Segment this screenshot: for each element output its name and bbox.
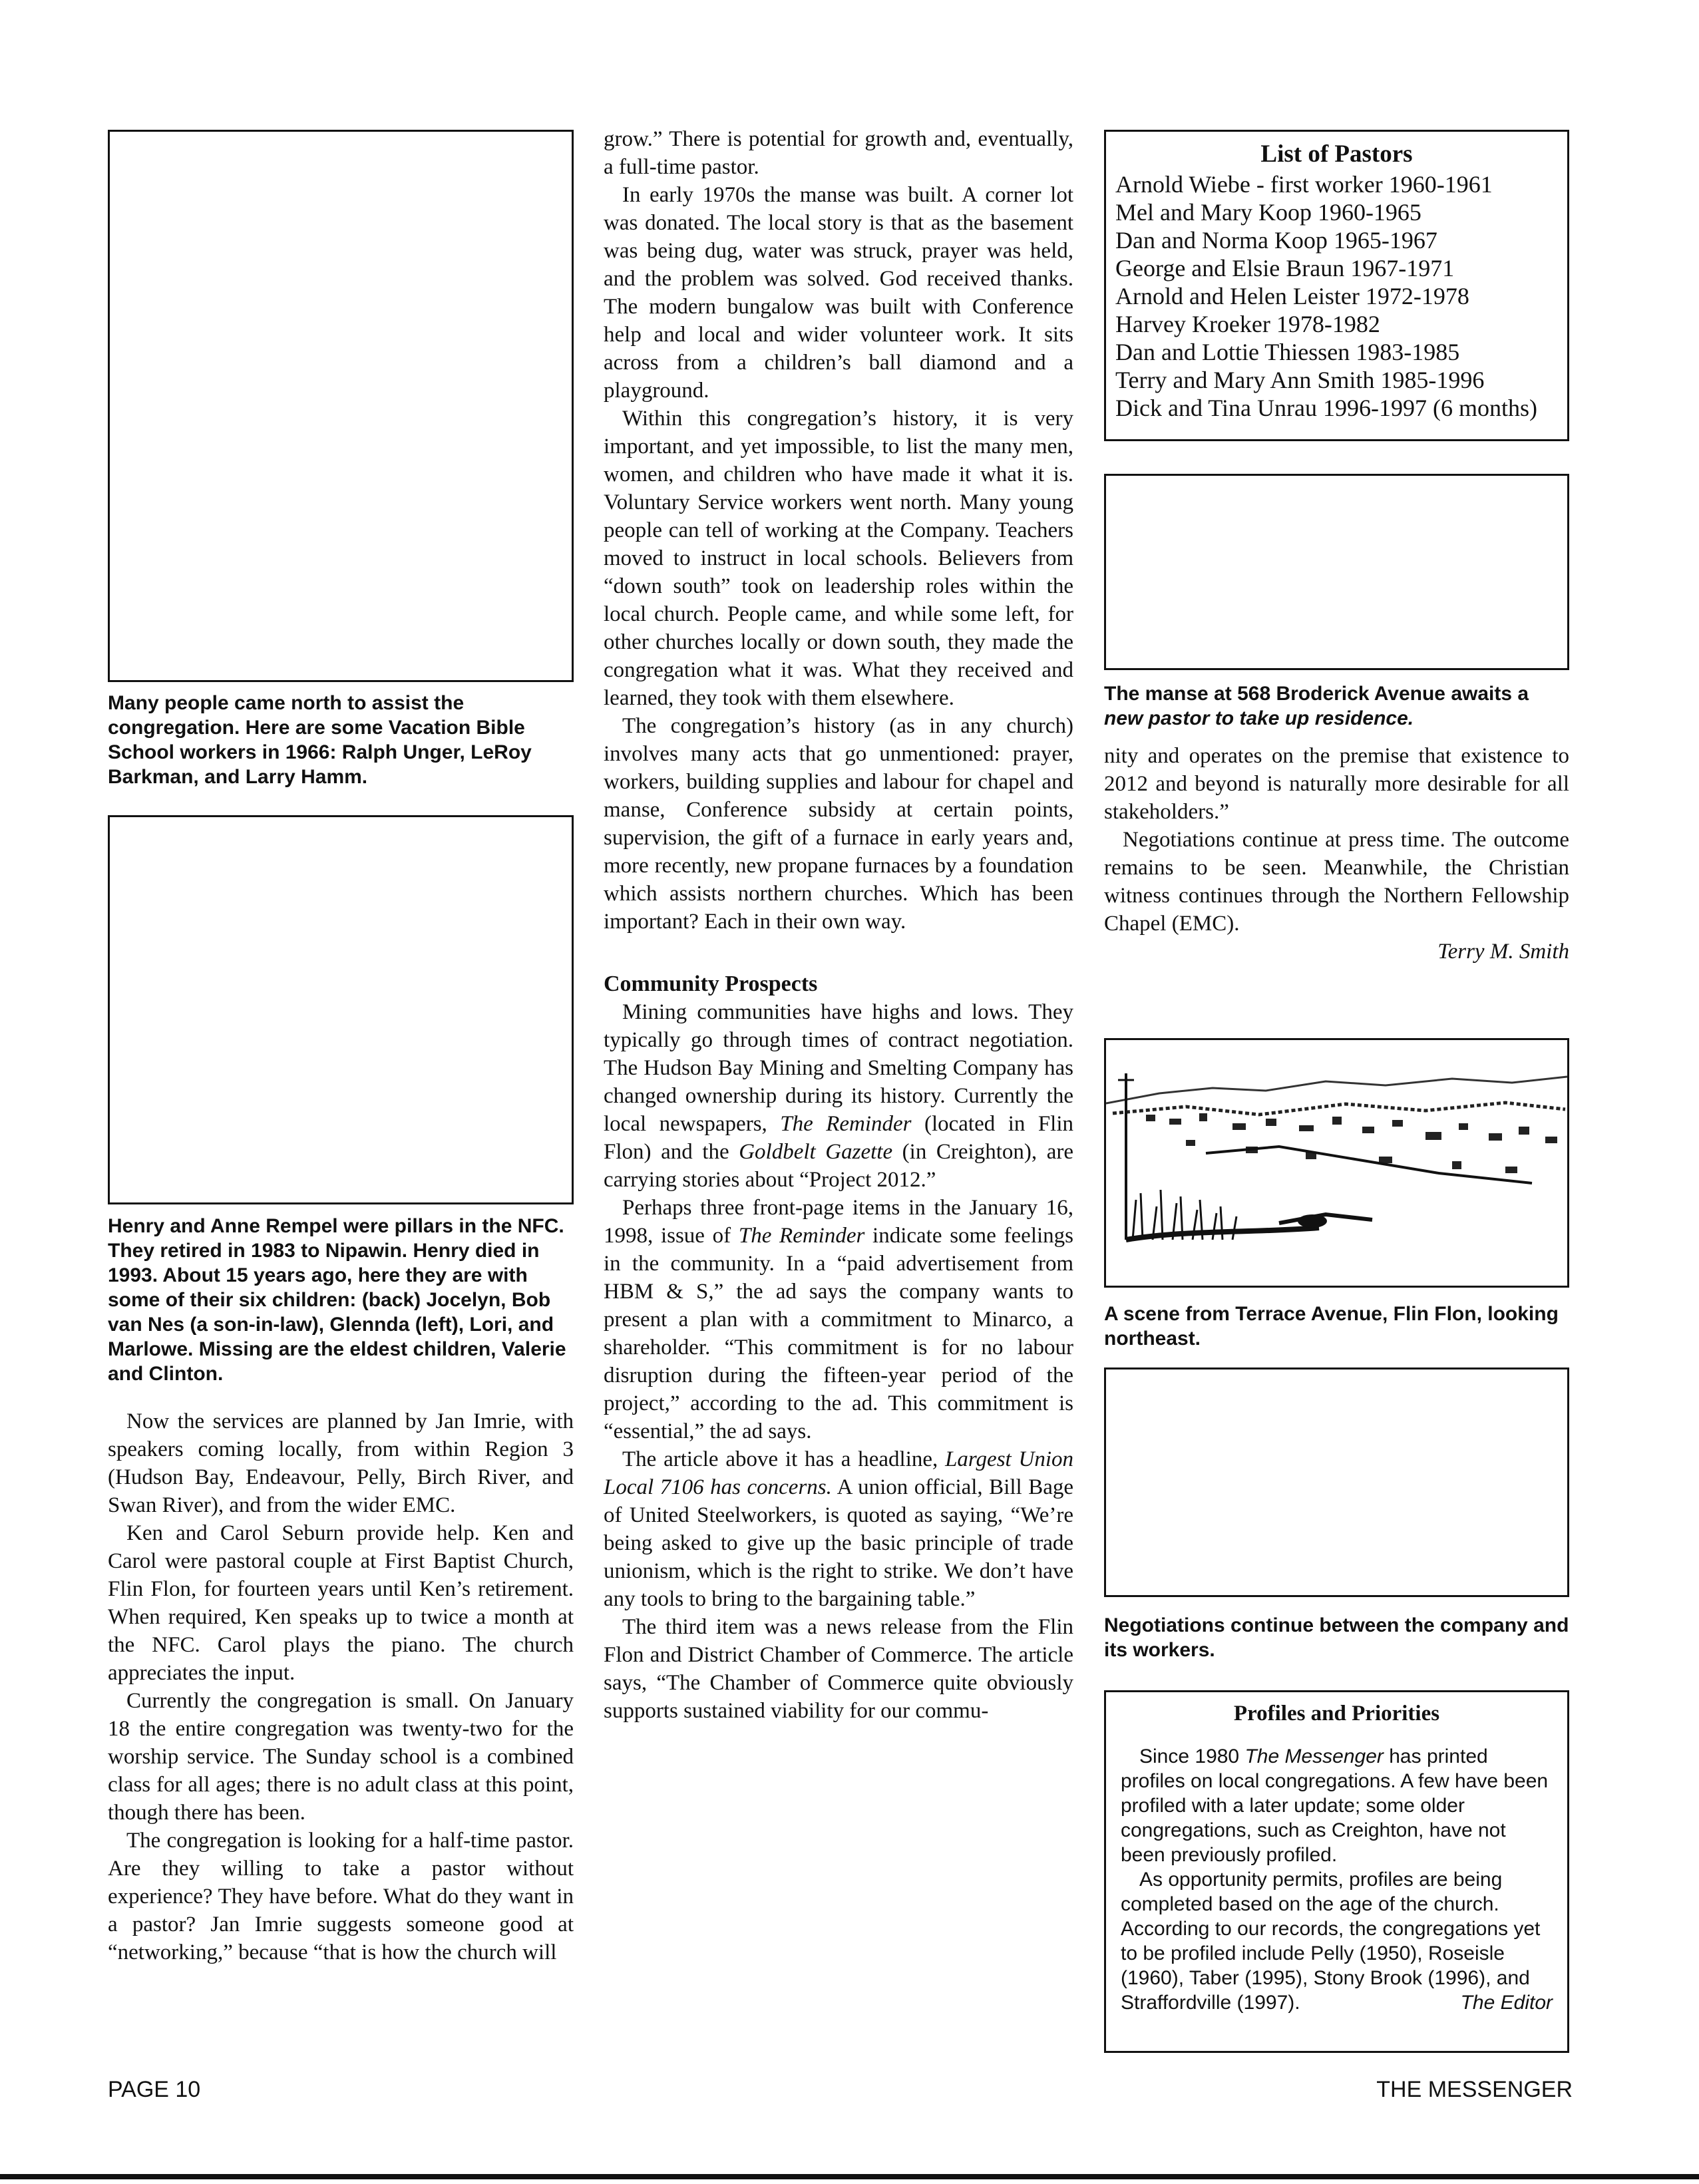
col1-paragraph: Currently the congregation is small. On January 18 the entire congregation was twenty-two for the worship service. The Sunday school is a combined class for all ages; there is no adult class at this point, though there has been. xyxy=(108,1689,574,1825)
pastor-entry: Dan and Lottie Thiessen 1983-1985 xyxy=(1115,339,1460,365)
manse-photo-caption: The manse at 568 Broderick Avenue awaits a new pastor to take up residence. xyxy=(1104,683,1529,729)
community-prospects-heading: Community Prospects xyxy=(604,972,818,996)
pastor-entry: George and Elsie Braun 1967-1971 xyxy=(1115,255,1455,281)
pastor-entry: Dan and Norma Koop 1965-1967 xyxy=(1115,227,1437,254)
profiles-and-priorities-box xyxy=(1104,1690,1569,2053)
col3-paragraph: Negotiations continue at press time. The outcome remains to be seen. Meanwhile, the Christian witness continues through the Northern Fellowship Chapel (EMC). xyxy=(1104,828,1569,936)
column-3-text xyxy=(1104,742,1569,966)
col2-paragraph: The article above it has a headline, Largest Union Local 7106 has concerns. A union official, Bill Bage of United Steelworkers, is quoted as saying, “We’re being asked to give up the basic principle of trade unionism, which is the right to strike. We don’t have any tools to bring to the bargaining table.” xyxy=(604,1447,1074,1611)
negotiations-photo xyxy=(1104,1367,1569,1597)
negotiations-photo-caption: Negotiations continue between the company and its workers. xyxy=(1104,1614,1569,1661)
profiles-signature: The Editor xyxy=(1460,1992,1553,2014)
reminder-title: The Reminder xyxy=(780,1112,912,1136)
terrace-avenue-photo xyxy=(1104,1038,1569,1288)
profiles-title: Profiles and Priorities xyxy=(1233,1702,1440,1726)
col2-paragraph: grow.” There is potential for growth and, eventually, a full-time pastor. xyxy=(604,127,1073,179)
rempel-photo-caption: Henry and Anne Rempel were pillars in the NFC. They retired in 1983 to Nipawin. Henry died in 1993. About 15 years ago, here they are with some of their six children: (back) Jocelyn, Bob van Nes (a son-in-law), Glennda (left), Lori, and Marlowe. Missing are the eldest children, Valerie and Clinton. xyxy=(108,1215,566,1385)
pastor-entry: Arnold Wiebe - first worker 1960-1961 xyxy=(1115,171,1493,198)
messenger-title: The Messenger xyxy=(1244,1745,1384,1767)
column-2-text xyxy=(604,125,1073,1725)
goldbelt-gazette-title: Goldbelt Gazette xyxy=(739,1140,893,1164)
col2-paragraph: Mining communities have highs and lows. They typically go through times of contract negotiation. The Hudson Bay Mining and Smelting Company has changed ownership during its history. Currently the local newspapers, The Reminder (located in Flin Flon) and the Goldbelt Gazette (in Creighton), are carrying stories about “Project 2012.” xyxy=(604,1000,1074,1192)
vbs-photo-caption: Many people came north to assist the congregation. Here are some Vacation Bible School workers in 1966: Ralph Unger, LeRoy Barkman, and Larry Hamm. xyxy=(108,692,532,788)
profiles-paragraph: Since 1980 The Messenger has printed profiles on local congregations. A few have been profiled with a later update; some older congregations, such as Creighton, have not been previously profiled. xyxy=(1121,1745,1549,1866)
col2-paragraph: Perhaps three front-page items in the January 16, 1998, issue of The Reminder indicate some feelings in the community. In a “paid advertisement from HBM & S,” the ad says the company wants to present a plan with a commitment to Minarco, a shareholder. “This commitment is for no labour disruption during the fifteen-year period of the project,” according to the ad. This commitment is “essential,” the ad says. xyxy=(604,1196,1074,1443)
col2-paragraph: In early 1970s the manse was built. A corner lot was donated. The local story is that as the basement was being dug, water was struck, prayer was held, and the problem was solved. God received thanks. The modern bungalow was built with Conference help and local and wider volunteer work. It sits across from a children’s ball diamond and a playground. xyxy=(604,183,1073,403)
terrace-photo-caption: A scene from Terrace Avenue, Flin Flon, looking northeast. xyxy=(1104,1303,1559,1350)
union-headline: Largest Union Local 7106 has concerns. xyxy=(604,1447,1073,1499)
col2-paragraph: The third item was a news release from the Flin Flon and District Chamber of Commerce. The article says, “The Chamber of Commerce quite obviously supports sustained viability for our commu- xyxy=(604,1615,1073,1723)
pastor-entry: Arnold and Helen Leister 1972-1978 xyxy=(1115,283,1469,309)
pastor-list xyxy=(1106,170,1567,422)
pastor-entry: Dick and Tina Unrau 1996-1997 (6 months) xyxy=(1115,395,1537,421)
col1-paragraph: Ken and Carol Seburn provide help. Ken and Carol were pastoral couple at First Baptist Church, Flin Flon, for fourteen years until Ken’s retirement. When required, Ken speaks up to twice a month at the NFC. Carol plays the piano. The church appreciates the input. xyxy=(108,1521,574,1685)
pastor-entry: Harvey Kroeker 1978-1982 xyxy=(1115,311,1380,337)
col2-paragraph: Within this congregation’s history, it is very important, and yet impossible, to list the many men, women, and children who have made it what it is. Voluntary Service workers went north. Many young people can tell of working at the Company. Teachers moved to instruct in local schools. Believers from “down south” took on leadership roles within the local church. People came, and while some left, for other churches locally or down south, they made the congregation what it was. What they received and learned, they took with them elsewhere. xyxy=(604,407,1073,710)
col1-paragraph: The congregation is looking for a half-time pastor. Are they willing to take a pastor without experience? They have before. What do they want in a pastor? Jan Imrie suggests someone good at “networking,” because “that is how the church will xyxy=(108,1829,574,1964)
rempel-family-photo xyxy=(108,815,574,1204)
col3-paragraph: nity and operates on the premise that existence to 2012 and beyond is naturally more desirable for all stakeholders.” xyxy=(1104,744,1569,824)
profiles-paragraph: As opportunity permits, profiles are being completed based on the age of the church. According to our records, the congregations yet to be profiled include Pelly (1950), Roseisle (1960), Taber (1995), Stony Brook (1996), and Straffordville (1997). The Editor xyxy=(1121,1869,1553,2014)
page-number: PAGE 10 xyxy=(108,2077,201,2102)
article-signature: Terry M. Smith xyxy=(1437,940,1569,964)
pastor-entry: Terry and Mary Ann Smith 1985-1996 xyxy=(1115,367,1485,393)
flin-flon-landscape-illustration xyxy=(1106,1040,1567,1286)
column-1-text xyxy=(108,1407,574,1966)
col1-paragraph: Now the services are planned by Jan Imrie, with speakers coming locally, from within Region 3 (Hudson Bay, Endeavour, Pelly, Birch River, and Swan River), and from the wider EMC. xyxy=(108,1409,574,1517)
list-of-pastors-box xyxy=(1104,130,1569,441)
manse-photo xyxy=(1104,474,1569,670)
list-of-pastors-title: List of Pastors xyxy=(1260,140,1413,168)
page-edge-rule xyxy=(0,2174,1699,2179)
pastor-entry: Mel and Mary Koop 1960-1965 xyxy=(1115,199,1421,226)
col2-paragraph: The congregation’s history (as in any church) involves many acts that go unmentioned: prayer, workers, building supplies and labour for chapel and manse, Conference subsidy at certain points, supervision, the gift of a furnace in early years and, more recently, new propane furnaces by a foundation which assists northern churches. Which has been important? Each in their own way. xyxy=(604,714,1073,934)
publication-name: THE MESSENGER xyxy=(1376,2077,1573,2102)
reminder-title: The Reminder xyxy=(738,1224,865,1248)
vbs-workers-photo xyxy=(108,130,574,682)
